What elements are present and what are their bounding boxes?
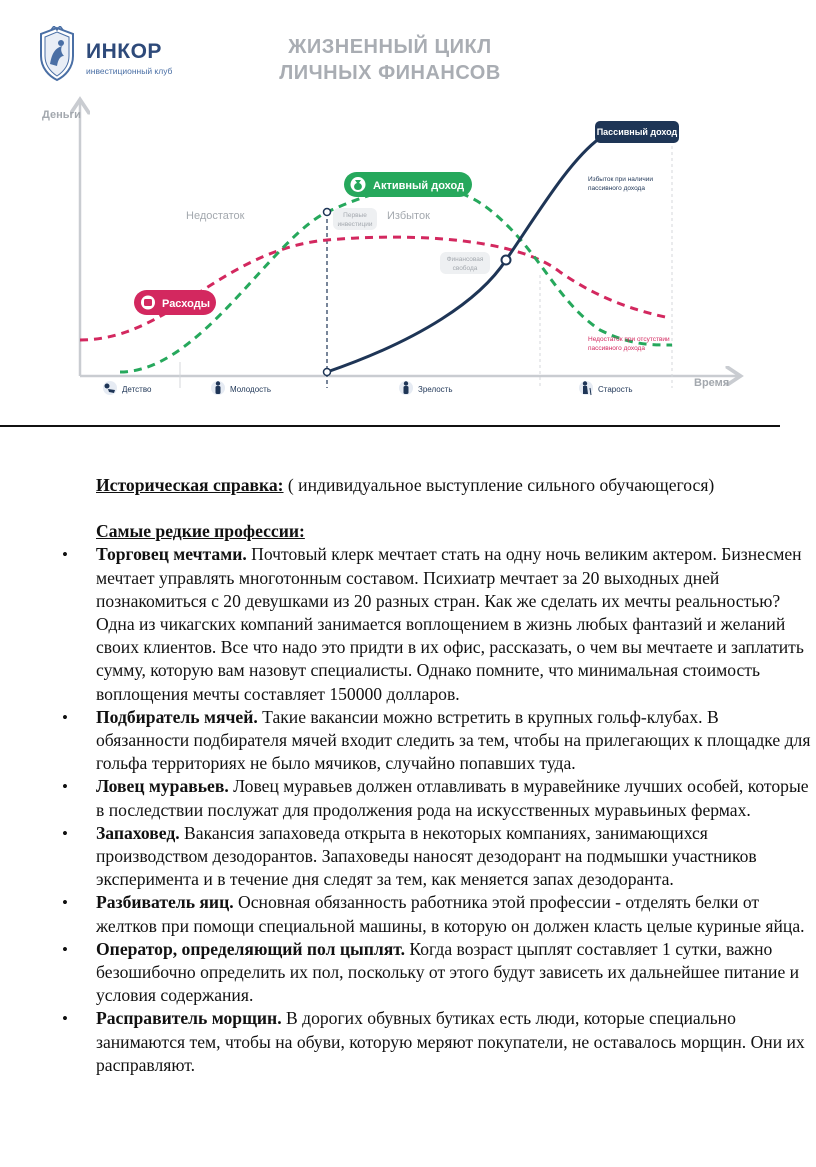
passive-income-badge — [595, 121, 679, 143]
profession-text: Когда возраст цыплят составляет 1 сутки, важно безошибочно определить их пол, поскольку от этого будут зависеть их дальнейшее питание и условия содержания. — [96, 938, 800, 1006]
life-cycle-infographic — [0, 0, 816, 420]
professions-list — [62, 543, 812, 1077]
title-line-2: ЛИЧНЫХ ФИНАНСОВ — [279, 62, 501, 84]
financial-freedom-point — [502, 256, 511, 265]
bullet: • — [62, 823, 68, 843]
rare-professions-heading-line — [96, 520, 812, 543]
wallet-icon — [144, 299, 152, 306]
title-line-1: ЖИЗНЕННЫЙ ЦИКЛ — [288, 36, 492, 58]
active-income-badge — [344, 172, 472, 197]
first-investments-point — [324, 209, 331, 216]
list-item — [62, 822, 812, 892]
historical-heading: Историческая справка: — [96, 475, 284, 495]
first-investments-label-1: Первые — [343, 212, 367, 219]
stage-old-age — [579, 381, 633, 395]
active-income-badge-label: Активный доход — [373, 180, 465, 192]
first-investments-label-2: инвестиции — [337, 221, 373, 228]
bullet: • — [62, 893, 68, 913]
passive-start-point — [324, 369, 331, 376]
child-icon — [103, 381, 117, 395]
list-item — [62, 775, 812, 821]
surplus-passive-label-1: Избыток при наличии — [588, 176, 653, 183]
expenses-badge — [134, 290, 216, 315]
bullet: • — [62, 777, 68, 797]
expenses-badge-label: Расходы — [162, 298, 211, 310]
shortage-no-passive-label-1: Недостаток при отсутствии — [588, 336, 670, 343]
rare-professions-heading: Самые редкие профессии: — [96, 521, 305, 542]
historical-note-line — [96, 474, 812, 497]
passive-income-badge-label: Пассивный доход — [596, 127, 678, 137]
stage-childhood — [103, 381, 152, 395]
stage-old-age-label: Старость — [598, 385, 633, 394]
bullet: • — [62, 1009, 68, 1029]
expenses-curve — [80, 237, 670, 340]
profession-text: Почтовый клерк мечтает стать на одну ночь великим актером. Бизнесмен мечтает управлять многотонным составом. Психиатр мечтает за 20 выходных дней познакомиться с 20 девушками из 20 разных стран. Как же сделать их мечты реальностью? Одна из чикагских компаний занимается воплощением в жизнь любых фантазий и желаний своих клиентов. Все что надо это придти в их офис, рассказать, о чем вы мечтаете и заплатить сумму, которую вам назовут специалисты. Однако помните, что минимальная стоимость воплощения мечты составляет 150000 долларов. — [96, 544, 804, 704]
profession-title: Подбиратель мячей. — [96, 706, 258, 727]
list-item — [62, 891, 812, 937]
profession-text: В дорогих обувных бутиках есть люди, которые специально занимаются тем, чтобы на обуви, которую меряют покупатели, не оставалось морщин. Они их расправляют. — [96, 1008, 805, 1075]
profession-title: Расправитель морщин. — [96, 1008, 282, 1029]
stage-youth-label: Молодость — [230, 385, 272, 394]
y-axis-label: Деньги — [42, 109, 81, 121]
spacer — [96, 497, 812, 520]
profession-title: Ловец муравьев. — [96, 776, 229, 797]
shortage-label: Недостаток — [186, 210, 245, 222]
profession-title: Торговец мечтами. — [96, 544, 247, 565]
profession-title: Оператор, определяющий пол цыплят. — [96, 938, 405, 959]
stage-childhood-label: Детство — [122, 385, 152, 394]
stage-youth — [211, 381, 271, 395]
list-item — [62, 1007, 812, 1077]
profession-title: Разбиватель яиц. — [96, 892, 234, 913]
horizontal-rule — [0, 425, 780, 427]
profession-text: Такие вакансии можно встретить в крупных гольф-клубах. В обязанности подбирателя мячей входит следить за тем, чтобы на прилегающих к площадке для гольфа территориях не было мячиков, случайно попавших туда. — [96, 706, 811, 774]
bullet: • — [62, 707, 68, 727]
logo-subtitle: инвестиционный клуб — [86, 66, 173, 76]
shortage-no-passive-label-2: пассивного дохода — [588, 345, 645, 352]
financial-freedom-label-2: свобода — [452, 265, 478, 272]
list-item — [62, 543, 812, 705]
bullet: • — [62, 939, 68, 959]
financial-freedom-label-1: Финансовая — [446, 256, 484, 263]
bullet: • — [62, 545, 68, 565]
profession-text: Основная обязанность работника этой профессии - отделять белки от желтков при помощи специальной машины, в которую он должен класть целые куриные яйца. — [96, 892, 805, 936]
list-item — [62, 706, 812, 776]
surplus-label: Избыток — [387, 210, 430, 222]
profession-title: Запаховед. — [96, 822, 180, 843]
life-cycle-diagram — [0, 0, 816, 420]
stage-maturity — [399, 381, 453, 395]
list-item — [62, 938, 812, 1008]
logo-name: ИНКОР — [86, 40, 162, 63]
stage-maturity-label: Зрелость — [418, 385, 453, 394]
x-axis-label: Время — [694, 377, 730, 389]
profession-text: Ловец муравьев должен отлавливать в муравейнике лучших особей, которые в последствии послужат для продолжения рода на искусственных муравьиных фермах. — [96, 776, 809, 820]
surplus-passive-label-2: пассивного дохода — [588, 185, 645, 192]
document-body — [62, 474, 812, 1077]
historical-note: ( индивидуальное выступление сильного обучающегося) — [283, 475, 715, 495]
profession-text: Вакансия запаховеда открыта в некоторых компаниях, занимающихся производством дезодорантов. Запаховеды наносят дезодорант на подмышки участников эксперимента и в течение дня следят за тем, как меняется запах дезодоранта. — [96, 822, 757, 890]
